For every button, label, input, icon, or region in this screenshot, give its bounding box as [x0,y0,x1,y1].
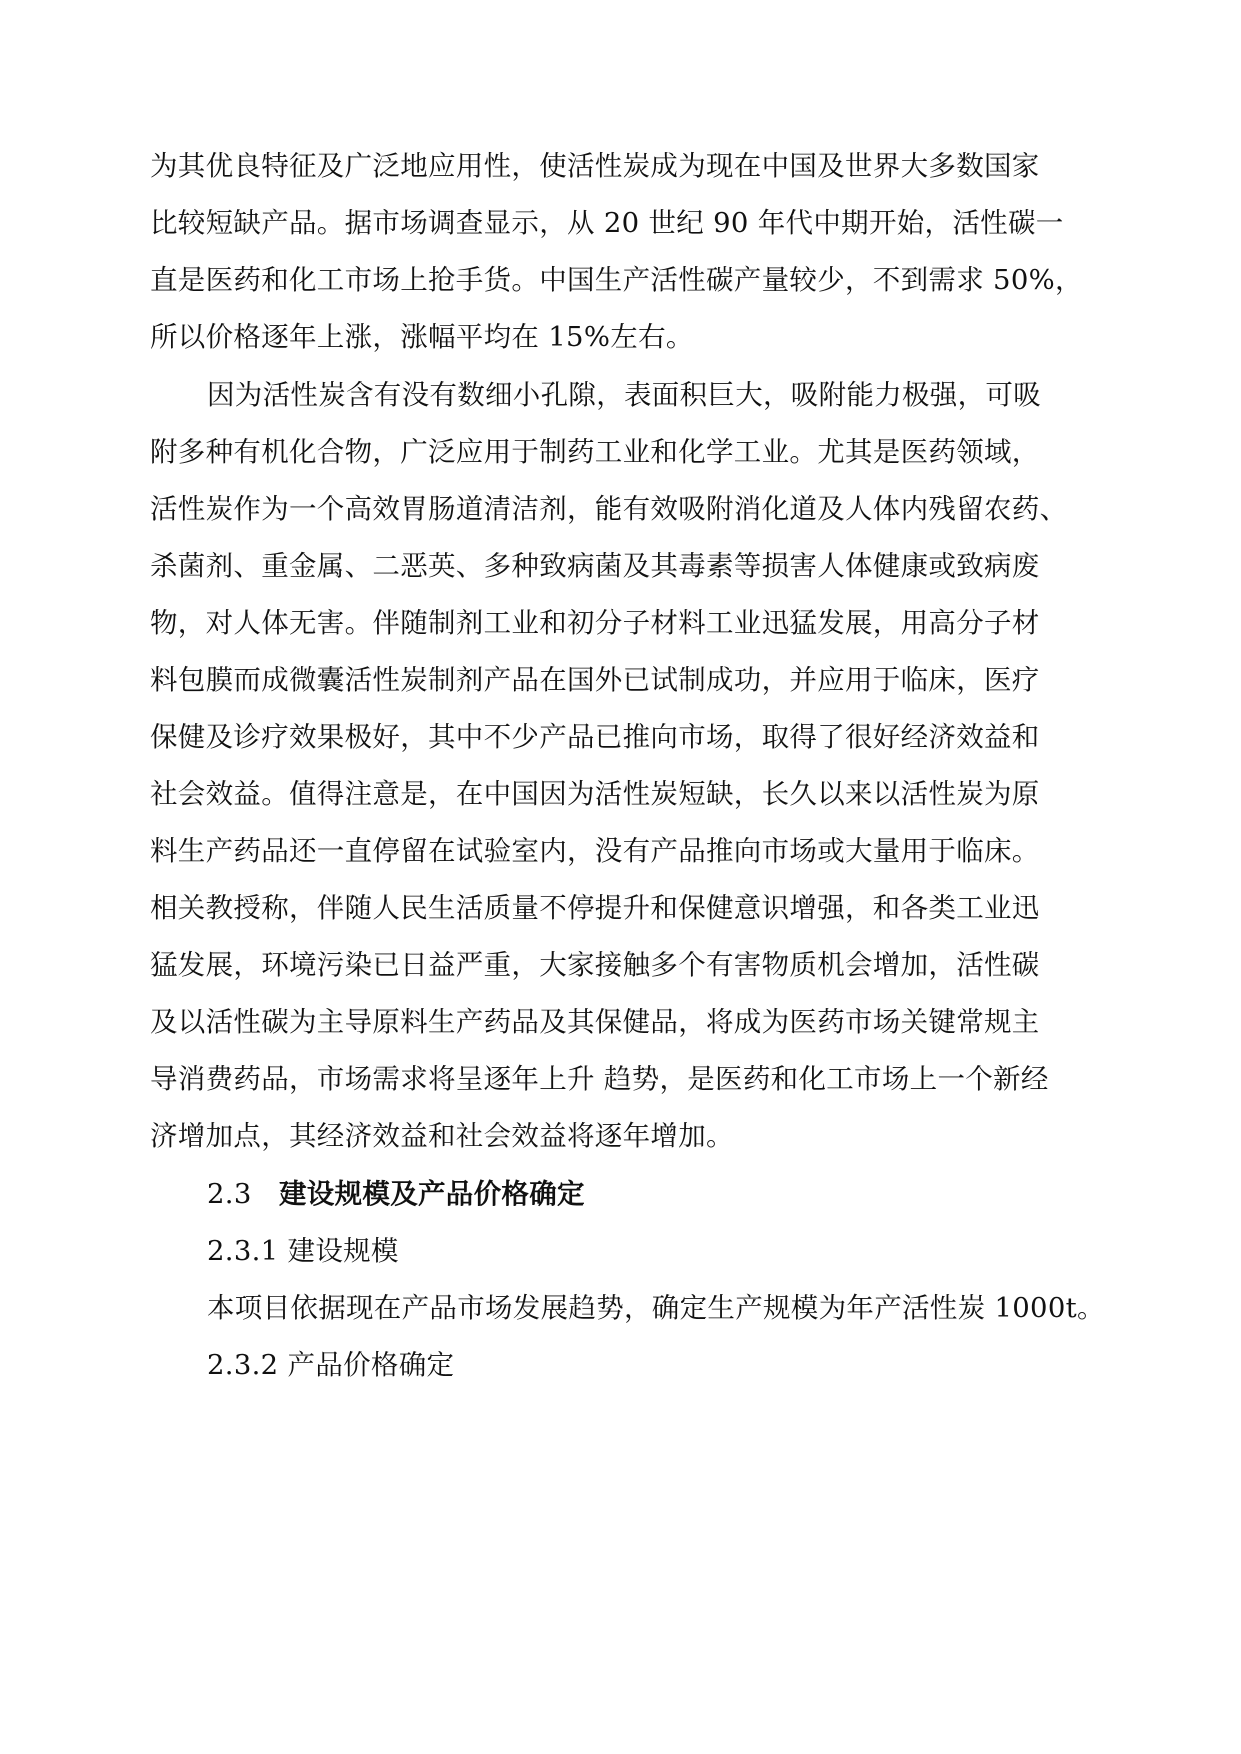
section-heading-2-3 [207,1174,1110,1214]
paragraph-2-line-4: 杀菌剂、重金属、二恶英、多种致病菌及其毒素等损害人体健康或致病废 [150,550,1040,582]
paragraph-2-line-3: 活性炭作为一个高效胃肠道清洁剂，能有效吸附消化道及人体内残留农药、 [150,493,1068,525]
paragraph-2-line-11: 猛发展，环境污染已日益严重，大家接触多个有害物质机会增加，活性碳 [150,949,1040,981]
subsection-heading-2-3-1: 2.3.1 建设规模 [207,1235,399,1267]
paragraph-2-line-14: 济增加点，其经济效益和社会效益将逐年增加。 [150,1120,734,1152]
paragraph-1-line-3: 直是医药和化工市场上抢手货。中国生产活性碳产量较少，不到需求 50%， [150,264,1083,296]
paragraph-2-line-13: 导消费药品，市场需求将呈逐年上升 趋势，是医药和化工市场上一个新经 [150,1063,1049,1095]
paragraph-2-line-8: 社会效益。值得注意是，在中国因为活性炭短缺，长久以来以活性炭为原 [150,778,1040,810]
paragraph-2-line-7: 保健及诊疗效果极好，其中不少产品已推向市场，取得了很好经济效益和 [150,721,1040,753]
paragraph-2-line-5: 物，对人体无害。伴随制剂工业和初分子材料工业迅猛发展，用高分子材 [150,607,1040,639]
paragraph-1-line-1: 为其优良特征及广泛地应用性，使活性炭成为现在中国及世界大多数国家 [150,150,1040,182]
paragraph-1-line-4: 所以价格逐年上涨，涨幅平均在 15%左右。 [150,321,694,353]
section-number: 2.3 [207,1178,252,1210]
subsection-heading-2-3-2: 2.3.2 产品价格确定 [207,1349,455,1381]
paragraph-2-line-6: 料包膜而成微囊活性炭制剂产品在国外已试制成功，并应用于临床，医疗 [150,664,1040,696]
paragraph-2-line-10: 相关教授称，伴随人民生活质量不停提升和保健意识增强，和各类工业迅 [150,892,1040,924]
paragraph-2-line-2: 附多种有机化合物，广泛应用于制药工业和化学工业。尤其是医药领域， [150,436,1040,468]
paragraph-1-line-2: 比较短缺产品。据市场调查显示，从 20 世纪 90 年代中期开始，活性碳一 [150,207,1064,239]
paragraph-2-line-9: 料生产药品还一直停留在试验室内，没有产品推向市场或大量用于临床。 [150,835,1040,867]
subsection-2-3-1-body: 本项目依据现在产品市场发展趋势，确定生产规模为年产活性炭 1000t。 [207,1292,1105,1324]
section-title: 建设规模及产品价格确定 [279,1178,585,1210]
paragraph-2-line-1: 因为活性炭含有没有数细小孔隙，表面积巨大，吸附能力极强，可吸 [207,379,1041,411]
paragraph-2-line-12: 及以活性碳为主导原料生产药品及其保健品，将成为医药市场关键常规主 [150,1006,1040,1038]
